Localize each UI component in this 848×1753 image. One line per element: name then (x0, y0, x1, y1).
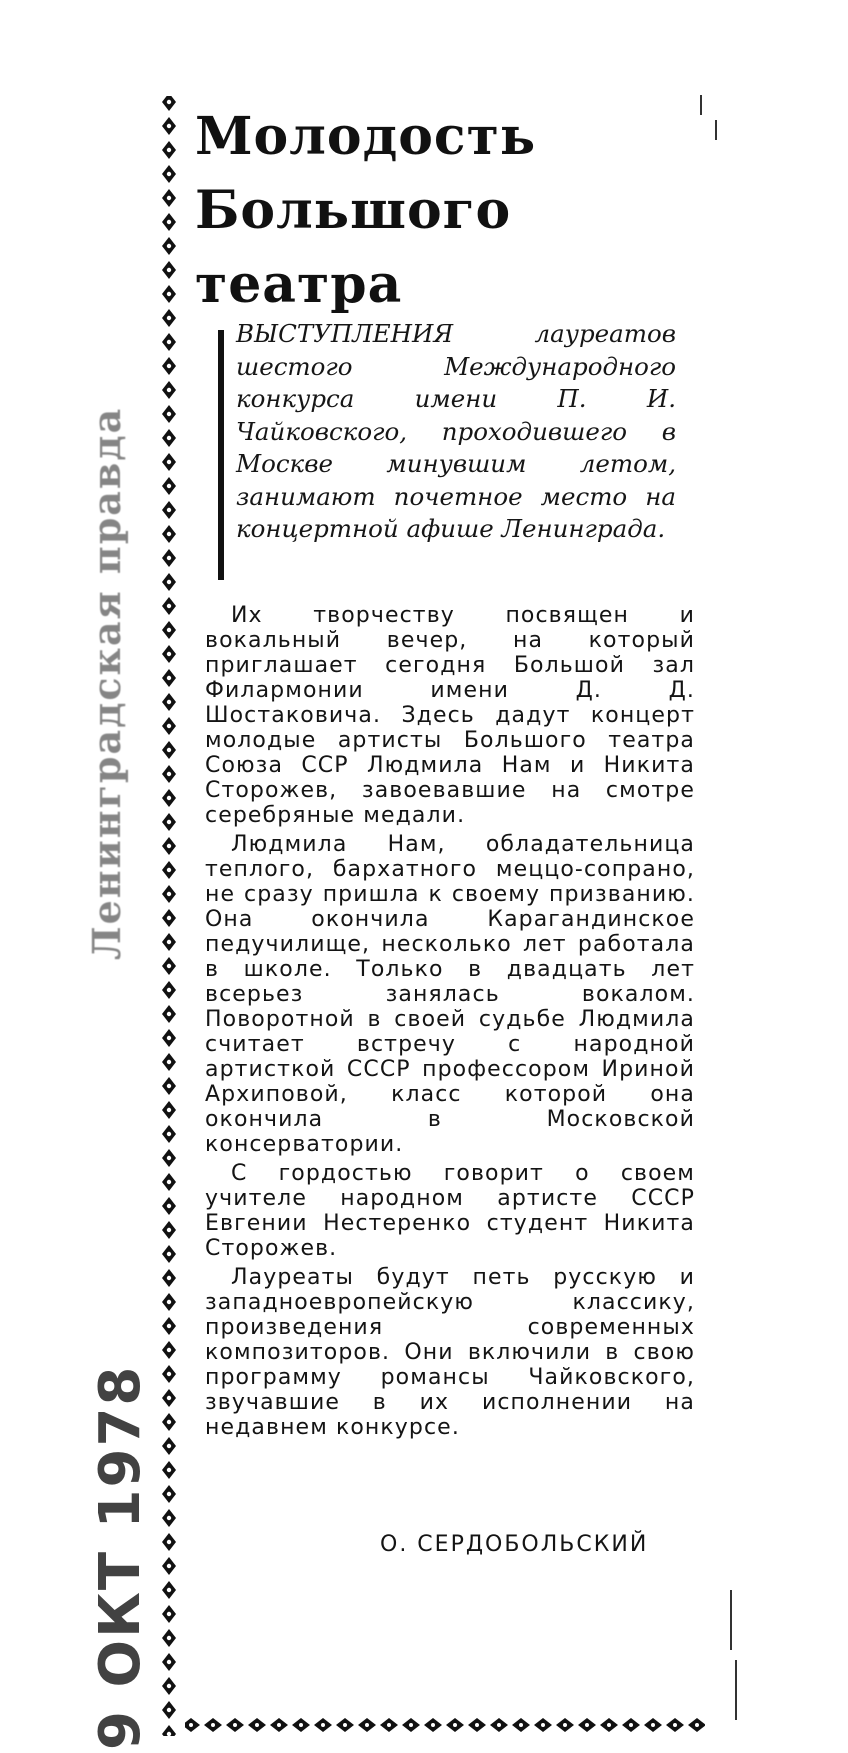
body-paragraph-1: Их творчеству посвящен и вокальный вечер, на который приглашает сегодня Большой зал Филармонии имени Д. Д. Шостаковича. Здесь дадут концерт молодые артисты Большого театра Союза ССР Людмила Нам и Никита Сторожев, завоевавшие на смотре серебряные медали. (205, 603, 695, 828)
headline-line-2: Большого (195, 180, 512, 241)
article-body (205, 603, 695, 1444)
headline-line-3: театра (195, 254, 403, 315)
body-paragraph-3: С гордостью говорит о своем учителе народном артисте СССР Евгении Нестеренко студент Никита Сторожев. (205, 1161, 695, 1261)
scan-mark (715, 120, 717, 140)
author-signature: О. СЕРДОБОЛЬСКИЙ (380, 1532, 649, 1557)
article-lead: ВЫСТУПЛЕНИЯ лауреатов шестого Международного конкурса имени П. И. Чайковского, проходившего в Москве минувшим летом, занимают почетное место на концертной афише Ленинграда. (236, 319, 676, 543)
ornamental-border-bottom (185, 1716, 705, 1734)
scan-mark (700, 95, 702, 115)
scan-mark (730, 1590, 732, 1650)
date-stamp: 9 ОКТ 1978 (88, 1364, 153, 1750)
body-paragraph-4: Лауреаты будут петь русскую и западноевропейскую классику, произведения современных композиторов. Они включили в свою программу романсы Чайковского, звучавшие в их исполнении на недавнем конкурсе. (205, 1265, 695, 1440)
lead-rule (218, 330, 224, 580)
body-paragraph-2: Людмила Нам, обладательница теплого, бархатного меццо-сопрано, не сразу пришла к своему призванию. Она окончила Карагандинское педучилище, несколько лет работала в школе. Только в двадцать лет всерьез занялась вокалом. Поворотной в своей судьбе Людмила считает встречу с народной артисткой СССР профессором Ириной Архиповой, класс которой она окончила в Московской консерватории. (205, 832, 695, 1157)
scan-mark (735, 1660, 737, 1720)
ornamental-border-left (160, 96, 190, 1736)
article-headline (195, 100, 635, 322)
headline-line-1: Молодость (195, 106, 537, 167)
newspaper-name-stamp: Ленинградская правда (84, 406, 129, 960)
